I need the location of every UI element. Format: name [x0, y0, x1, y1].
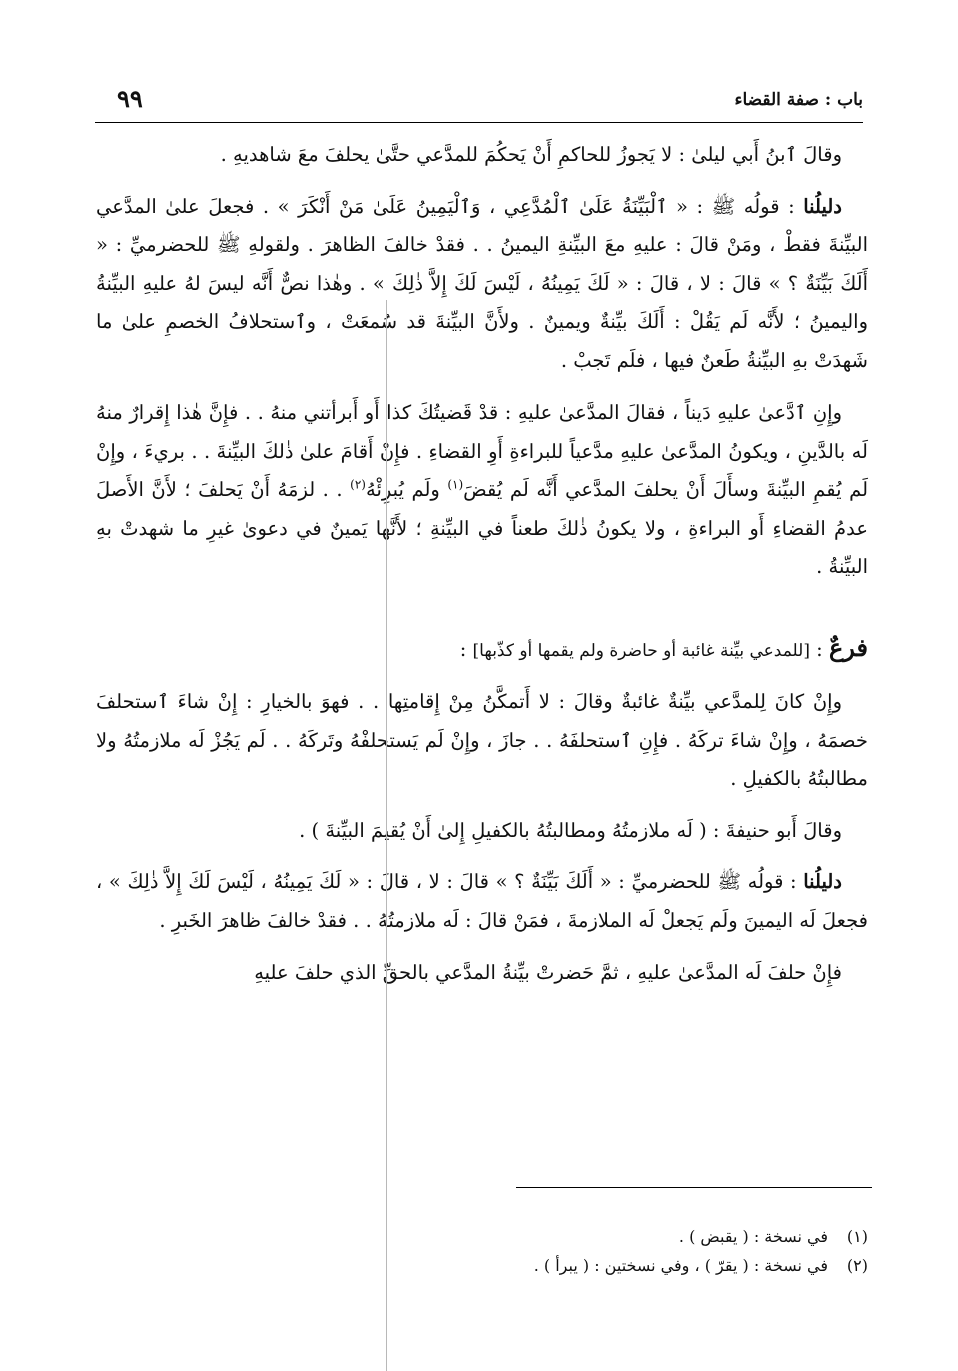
paragraph — [96, 863, 868, 940]
footnote-separator — [516, 1187, 872, 1188]
text-run: وإِنِ ٱدَّعىٰ عليهِ دَيناً ، فقالَ المدَّعىٰ عليهِ : قدْ قَضيتُكَ كذا أَو أَبرأتني منهُ . . فإِنَّ هٰذا إِقرارٌ منهُ لَه بالدَّينِ ، ويكونُ المدَّعىٰ عليهِ مدَّعياً للبراءةِ أَوِ القضاءِ . فإِنْ أَقامَ علىٰ ذٰلكَ البيِّنةَ . . بريءَ ، وإِنْ لَم يُقمِ البيِّنةَ وسأَلَ أَنْ يحلفَ المدَّعي أَنَّه لَم يُقضَ — [96, 401, 869, 501]
paragraph — [96, 188, 868, 381]
text-run: : — [459, 637, 473, 661]
paragraph — [96, 683, 868, 799]
text-run: وإِنْ كانَ لِلمدَّعي بيِّنةٌ غائبةٌ وقالَ : لا أَتمكَّنُ مِنْ إِقامتِها . . فهوَ بالخيارِ : إِنْ شاءَ ٱستحلفَ خصمَهُ ، وإِنْ شاءَ تركَهُ . فإِنِ ٱستحلفَهُ . . جازَ ، وإِنْ لَم يَستحلفْهُ وتَركَهُ . . لَم يَجُزْ لَه ملازمتُهُ ولا مطالبتُهُ بالكفيلِ . — [96, 690, 868, 790]
text-run: وقالَ أَبو حنيفةَ : ( لَه ملازمتُهُ ومطالبتُهُ بالكفيلِ إِلىٰ أَنْ يُقيمَ البيِّنةَ ) . — [299, 818, 842, 842]
paragraph — [96, 136, 868, 175]
text-run: وقالَ ٱبنُ أَبي ليلىٰ : لا يَجوزُ للحاكمِ أَنْ يَحكُمَ للمدَّعي حتَّىٰ يحلفَ معَ شاهديهِ . — [220, 143, 842, 166]
footnote-text: في نسخة : ( يقبض ) . — [678, 1227, 828, 1246]
page-fold-line — [386, 300, 387, 1371]
footnotes — [96, 1222, 868, 1280]
main-text — [96, 136, 868, 993]
header-rule — [95, 122, 863, 123]
paragraph — [96, 394, 868, 587]
footnote — [96, 1222, 868, 1251]
page-number: ٩٩ — [117, 84, 143, 113]
paragraph — [96, 954, 868, 993]
text-run: : قولُه ﷺ : « ٱلْبَيِّنَةُ عَلَىٰ ٱلْمُدَّعِي ، وَٱلْيَمِينُ عَلَىٰ مَنْ أَنْكَرَ » . فجعلَ علىٰ المدَّعي البيِّنةَ فقطْ ، ومَنْ قالَ : عليهِ معَ البيِّنةِ اليمينُ . . فقدْ خالفَ الظاهرَ . ولقولهِ ﷺ للحضرميِّ : « أَلَكَ بَيِّنَةٌ ؟ » قالَ : لا ، قالَ : « لَكَ يَمِينُهُ ، لَيْسَ لَكَ إِلاَّ ذٰلِكَ » . وهٰذا نصٌّ أَنَّه ليسَ لهُ عليهِ البيِّنةُ واليمينُ ؛ لأَنَّه لَم يَقُلْ : أَلَكَ بيِّنةٌ ويمينٌ . ولأَنَّ البيِّنةَ قد سُمعَتْ ، وٱستحلافُ الخصمِ علىٰ ما شَهدَتْ بهِ البيِّنةُ طَعنٌ فيها ، فلَم تَجبْ . — [96, 194, 868, 372]
text-run: فإِنْ حلفَ لَه المدَّعىٰ عليهِ ، ثمَّ حَضرتْ بيِّنةُ المدَّعي بالحقِّ الذي حلفَ عليهِ — [254, 961, 842, 984]
footnote-number: (٢) — [846, 1256, 868, 1275]
paragraph — [96, 812, 868, 851]
footnote-ref: (١) — [447, 477, 464, 492]
subsection-title: [للمدعي بيِّنة غائبة أو حاضرة ولم يقمها أو كذّبها] — [472, 640, 810, 661]
text-run: : قولُه ﷺ للحضرميِّ : « أَلَكَ بَيِّنَةٌ ؟ » قالَ : لا ، قالَ : « لَكَ يَمِينُهُ ، لَيْسَ لَكَ إِلاَّ ذٰلِكَ » ، فجعلَ لَه اليمينَ ولَم يَجعلْ لَه الملازمةَ ، فمَنْ قالَ : لَه ملازمتُهُ . . فقدْ خالفَ ظاهرَ الخَبرِ . — [96, 870, 868, 932]
text-run: . . لزمَهُ أَنْ يَحلفَ ؛ لأَنَّ الأَصلَ عدمُ القضاءِ أَو البراءةِ ، ولا يكونُ ذٰلكَ طعناً في البيِّنةِ ؛ لأَنَّها يَمينٌ في دعوىٰ غيرِ ما شهدتْ بهِ البيِّنةُ . — [96, 478, 868, 578]
running-header — [95, 84, 863, 114]
footnote-ref: (٢) — [350, 477, 366, 492]
chapter-title: باب : صفة القضاء — [734, 90, 863, 110]
subsection-heading — [96, 629, 868, 671]
keyword-label: فرعٌ — [828, 632, 868, 662]
footnote-text: في نسخة : ( يقرّ ) ، وفي نسختين : ( يبرأ ) . — [533, 1256, 828, 1275]
text-run: ولَم يُبرِئْهُ — [365, 478, 448, 501]
footnote — [96, 1251, 868, 1280]
footnote-number: (١) — [846, 1227, 868, 1246]
keyword-label: دليلُنا — [803, 194, 842, 218]
text-run: : — [809, 637, 829, 661]
keyword-label: دليلُنا — [803, 870, 842, 893]
